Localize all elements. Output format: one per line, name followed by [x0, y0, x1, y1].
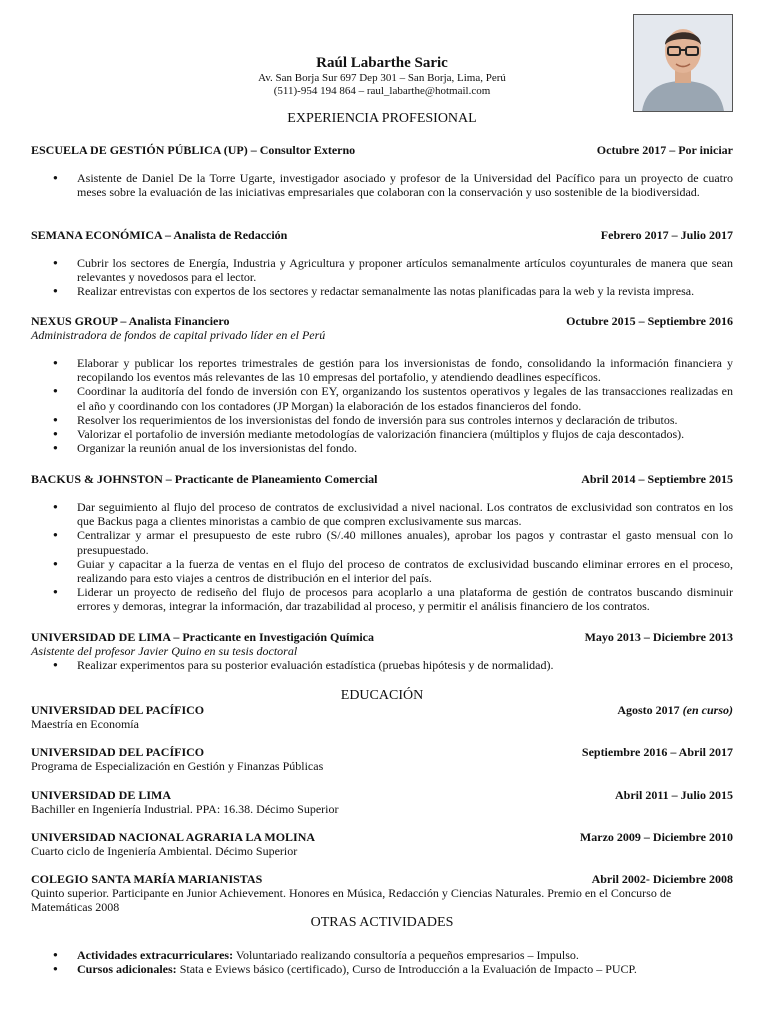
- other-section-title-wrap: [31, 914, 733, 931]
- experience-bullet: ● Resolver los requerimientos de los inversionistas del fondo de inversión para sus controles internos y declaración de tributos.: [77, 413, 733, 427]
- experience-bullet: ● Liderar un proyecto de rediseño del flujo de procesos para acoplarlo a una plataforma de gestión de contratos buscando disminuir errores y demoras, integrar la información, dar trazabilidad al proceso, y permitir el análisis financiero de los contratos.: [77, 585, 733, 613]
- education-section-title-wrap: [31, 687, 733, 704]
- experience-bullet: ● Guiar y capacitar a la fuerza de ventas en el flujo del proceso de contratos de exclusividad buscando eliminar errores en el proceso, realizando para esto viajes a centros de distribución en el interior del país.: [77, 557, 733, 585]
- experience-entry: [31, 228, 733, 299]
- profile-photo: [633, 14, 733, 112]
- education-org: UNIVERSIDAD DEL PACÍFICO: [31, 703, 205, 717]
- experience-entry: [31, 630, 733, 672]
- other-activity-label: Cursos adicionales:: [77, 962, 177, 977]
- education-date: Septiembre 2016 – Abril 2017: [581, 745, 733, 759]
- education-detail: Cuarto ciclo de Ingeniería Ambiental. Décimo Superior: [31, 844, 298, 858]
- experience-bullet: ● Dar seguimiento al flujo del proceso de contratos de exclusividad a nivel nacional. Los contratos de exclusividad son contratos en los que Backus paga a clientes minoristas a cambio de que compren exclusivamente sus marcas.: [77, 500, 733, 528]
- education-entry: [31, 872, 733, 914]
- education-date: Marzo 2009 – Diciembre 2010: [579, 830, 733, 844]
- experience-org: ESCUELA DE GESTIÓN PÚBLICA (UP) – Consultor Externo: [31, 143, 356, 157]
- education-date: Agosto 2017: [617, 703, 680, 717]
- address-line: Av. San Borja Sur 697 Dep 301 – San Borja, Lima, Perú: [258, 72, 506, 84]
- experience-org: NEXUS GROUP – Analista Financiero: [31, 314, 230, 328]
- experience-subtitle: Administradora de fondos de capital privado líder en el Perú: [31, 328, 326, 342]
- education-org: UNIVERSIDAD NACIONAL AGRARIA LA MOLINA: [31, 830, 316, 844]
- education-date-note: (en curso): [682, 703, 733, 717]
- other-activity-text: Voluntariado realizando consultoría a pequeños empresarios – Impulso.: [233, 948, 579, 962]
- experience-date: Mayo 2013 – Diciembre 2013: [584, 630, 733, 644]
- education-entry: [31, 830, 733, 858]
- candidate-name: Raúl Labarthe Saric: [316, 55, 448, 71]
- experience-bullet: ● Elaborar y publicar los reportes trimestrales de gestión para los inversionistas de fondo, consolidando la información financiera y recopilando los eventos más relevantes de las 10 empresas del portafolio, y atendiendo deadlines específicos.: [77, 356, 733, 384]
- other-activity-item: [77, 962, 733, 976]
- experience-entry: [31, 472, 733, 614]
- education-org: UNIVERSIDAD DE LIMA: [31, 788, 172, 802]
- other-activity-label: Actividades extracurriculares:: [77, 948, 234, 962]
- experience-org: BACKUS & JOHNSTON – Practicante de Planeamiento Comercial: [31, 472, 378, 486]
- education-entry: [31, 788, 733, 816]
- experience-entry: [31, 314, 733, 455]
- experience-bullet: ● Realizar entrevistas con expertos de los sectores y redactar semanalmente las notas planificadas para la web y la revista impresa.: [77, 284, 733, 298]
- experience-bullet: ● Asistente de Daniel De la Torre Ugarte, investigador asociado y profesor de la Universidad del Pacífico para un proyecto de cuatro meses sobre la evaluación de las iniciativas empresariales que colaboran con la conservación y uso sostenible de la biodiversidad.: [77, 171, 733, 199]
- experience-date: Octubre 2017 – Por iniciar: [596, 143, 733, 157]
- education-org: UNIVERSIDAD DEL PACÍFICO: [31, 745, 205, 759]
- resume-header: [31, 54, 733, 98]
- other-activity-text: Stata e Eviews básico (certificado), Curso de Introducción a la Evaluación de Impacto – PUCP.: [176, 962, 637, 977]
- experience-org: SEMANA ECONÓMICA – Analista de Redacción: [31, 228, 288, 242]
- education-detail: Bachiller en Ingeniería Industrial. PPA: 16.38. Décimo Superior: [31, 802, 339, 816]
- experience-bullet: ● Realizar experimentos para su posterior evaluación estadística (pruebas hipótesis y de normalidad).: [77, 658, 733, 672]
- experience-bullet: ● Centralizar y armar el presupuesto de este rubro (S/.40 millones anuales), aprobar los pagos y contrastar el gasto mensual con lo presupuestado.: [77, 528, 733, 556]
- experience-bullet: ● Cubrir los sectores de Energía, Industria y Agricultura y proponer artículos semanalmente artículos coyunturales de manera que sean relevantes y novedosos para el lector.: [77, 256, 733, 284]
- experience-bullet: ● Valorizar el portafolio de inversión mediante metodologías de valorización financiera (múltiplos y flujos de caja descontados).: [77, 427, 733, 441]
- other-section-title: OTRAS ACTIVIDADES: [310, 915, 454, 930]
- education-date: Abril 2011 – Julio 2015: [614, 788, 733, 802]
- education-org: COLEGIO SANTA MARÍA MARIANISTAS: [31, 872, 263, 886]
- experience-bullet: ● Organizar la reunión anual de los inversionistas del fondo.: [77, 441, 733, 455]
- education-entry: [31, 745, 733, 773]
- experience-bullet: ● Coordinar la auditoría del fondo de inversión con EY, organizando los sustentos operativos y legales de las transacciones realizadas en el año y coordinando con los contadores (JP Morgan) la elaboración de los estados financieros del fondo.: [77, 384, 733, 412]
- education-date: Abril 2002- Diciembre 2008: [591, 872, 733, 886]
- experience-date: Febrero 2017 – Julio 2017: [600, 228, 733, 242]
- experience-section-title: EXPERIENCIA PROFESIONAL: [287, 111, 477, 126]
- education-detail: Maestría en Economía: [31, 717, 139, 731]
- education-detail: Quinto superior. Participante en Junior Achievement. Honores en Música, Redacción y Ciencias Naturales. Premio en el Concurso de Matemáticas 2008: [31, 886, 672, 914]
- experience-entry: [31, 143, 733, 199]
- experience-date: Octubre 2015 – Septiembre 2016: [566, 314, 733, 328]
- other-activities-list: [31, 948, 733, 976]
- other-activity-item: [77, 948, 733, 962]
- experience-subtitle: Asistente del profesor Javier Quino en su tesis doctoral: [31, 644, 298, 658]
- education-entry: [31, 703, 733, 731]
- education-section-title: EDUCACIÓN: [340, 688, 424, 703]
- contact-line: (511)-954 194 864 – raul_labarthe@hotmail.com: [273, 85, 491, 97]
- experience-section-title-wrap: [31, 110, 733, 127]
- experience-org: UNIVERSIDAD DE LIMA – Practicante en Investigación Química: [31, 630, 374, 644]
- education-detail: Programa de Especialización en Gestión y Finanzas Públicas: [31, 759, 324, 773]
- experience-date: Abril 2014 – Septiembre 2015: [581, 472, 733, 486]
- profile-photo-avatar-icon: [634, 15, 732, 111]
